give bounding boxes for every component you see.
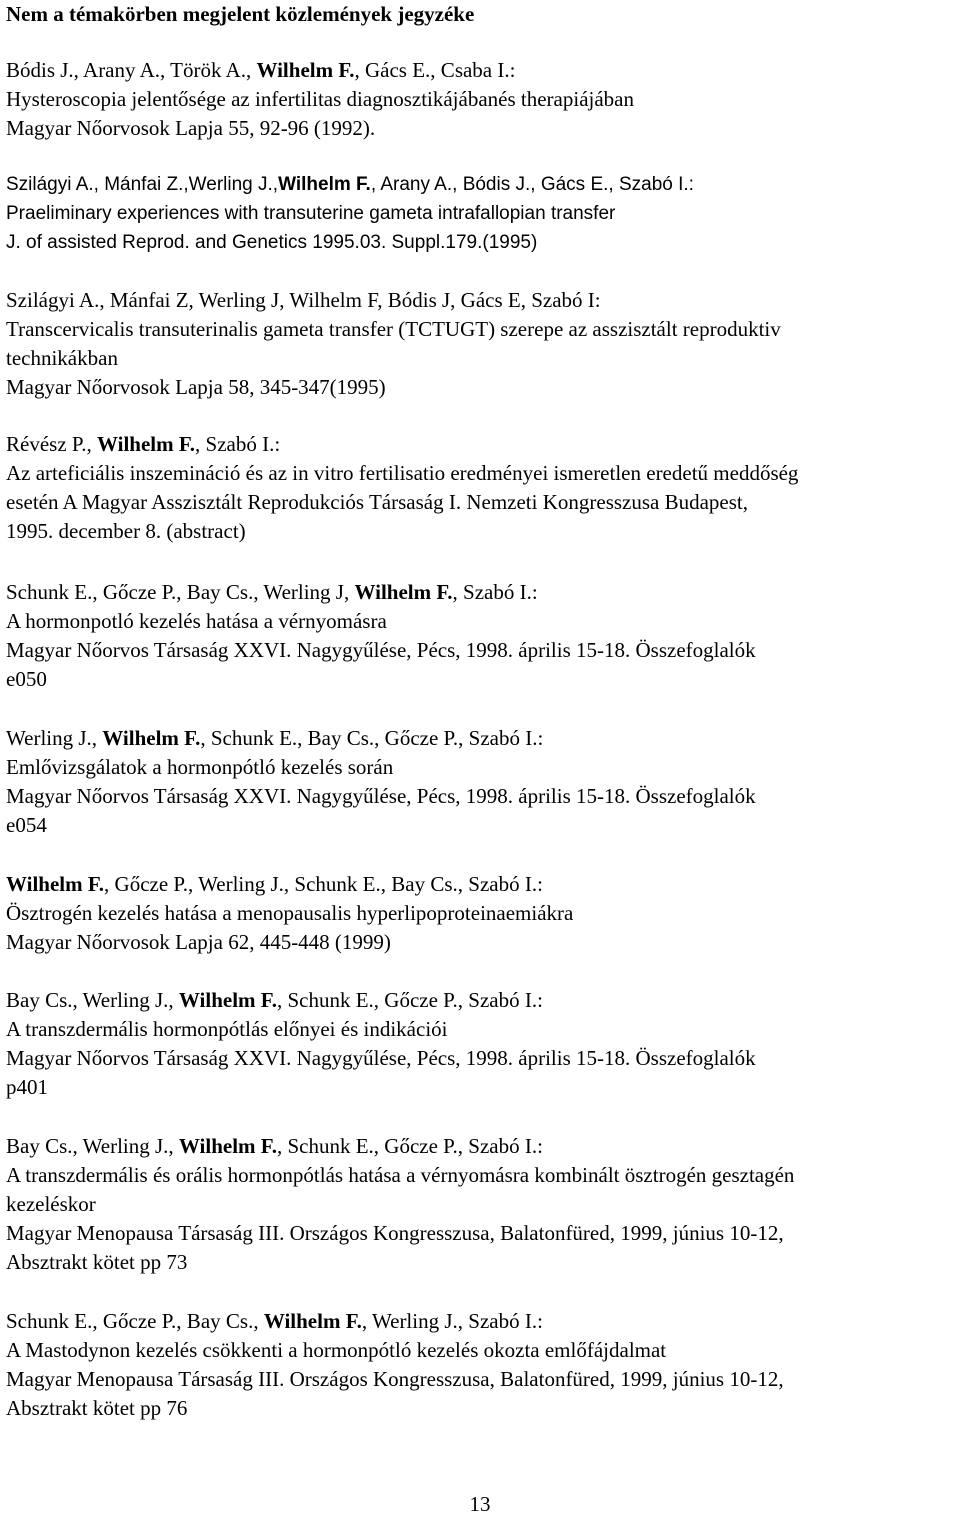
entry-source: Absztrakt kötet pp 73 xyxy=(6,1250,188,1274)
entry-authors xyxy=(6,56,515,84)
entry-authors xyxy=(6,1132,543,1160)
entry-authors xyxy=(6,986,543,1014)
entry-title: A transzdermális és orális hormonpótlás hatása a vérnyomásra kombinált ösztrogén gesztagén xyxy=(6,1163,795,1187)
author-text: Bay Cs., Werling J., xyxy=(6,1134,179,1158)
page-title: Nem a témakörben megjelent közlemények jegyzéke xyxy=(6,2,475,26)
entry-authors xyxy=(6,171,694,199)
entry-title: Transcervicalis transuterinalis gameta transfer (TCTUGT) szerepe az asszisztált reproduktiv xyxy=(6,317,781,341)
author-text: , Schunk E., Gőcze P., Szabó I.: xyxy=(276,988,543,1012)
author-highlight: Wilhelm F. xyxy=(97,432,196,456)
author-text: Schunk E., Gőcze P., Bay Cs., Werling J, xyxy=(6,580,355,604)
entry-title: A hormonpotló kezelés hatása a vérnyomásra xyxy=(6,609,387,633)
author-text: , Werling J., Szabó I.: xyxy=(361,1309,543,1333)
entry-source: Absztrakt kötet pp 76 xyxy=(6,1396,188,1420)
author-text: Szilágyi A., Mánfai Z, Werling J, Wilhelm F, Bódis J, Gács E, Szabó I: xyxy=(6,288,601,312)
entry-title: Emlővizsgálatok a hormonpótló kezelés során xyxy=(6,755,394,779)
entry-authors xyxy=(6,286,601,314)
author-text: , Gács E., Csaba I.: xyxy=(354,58,516,82)
entry-title: A transzdermális hormonpótlás előnyei és indikációi xyxy=(6,1017,448,1041)
author-text: , Schunk E., Gőcze P., Szabó I.: xyxy=(276,1134,543,1158)
entry-source: Magyar Nőorvos Társaság XXVI. Nagygyűlése, Pécs, 1998. április 15-18. Összefoglalók xyxy=(6,638,756,662)
author-highlight: Wilhelm F. xyxy=(354,580,453,604)
entry-source: Magyar Nőorvosok Lapja 58, 345-347(1995) xyxy=(6,375,386,399)
entry-source: Magyar Nőorvosok Lapja 62, 445-448 (1999) xyxy=(6,930,391,954)
entry-title: Praeliminary experiences with transuterine gameta intrafallopian transfer xyxy=(6,203,616,224)
entry-authors xyxy=(6,870,543,898)
entry-authors xyxy=(6,1307,543,1335)
entry-source: technikákban xyxy=(6,346,118,370)
author-highlight: Wilhelm F. xyxy=(278,174,371,195)
page-number: 13 xyxy=(469,1492,491,1516)
author-text: , Gőcze P., Werling J., Schunk E., Bay Cs., Szabó I.: xyxy=(104,872,543,896)
entry-source: Magyar Menopausa Társaság III. Országos Kongresszusa, Balatonfüred, 1999, június 10-12, xyxy=(6,1221,784,1245)
author-text: Bódis J., Arany A., Török A., xyxy=(6,58,257,82)
entry-source: p401 xyxy=(6,1075,48,1099)
entry-source: e054 xyxy=(6,813,47,837)
author-highlight: Wilhelm F. xyxy=(178,988,277,1012)
entry-source: Magyar Nőorvosok Lapja 55, 92-96 (1992). xyxy=(6,116,376,140)
author-highlight: Wilhelm F. xyxy=(178,1134,277,1158)
author-text: Bay Cs., Werling J., xyxy=(6,988,179,1012)
author-text: Révész P., xyxy=(6,432,97,456)
author-text: Szilágyi A., Mánfai Z.,Werling J., xyxy=(6,174,279,195)
author-text: , Szabó I.: xyxy=(452,580,538,604)
entry-source: Magyar Menopausa Társaság III. Országos Kongresszusa, Balatonfüred, 1999, június 10-12, xyxy=(6,1367,784,1391)
entry-source: J. of assisted Reprod. and Genetics 1995.03. Suppl.179.(1995) xyxy=(6,232,538,253)
author-text: , Arany A., Bódis J., Gács E., Szabó I.: xyxy=(370,174,694,195)
author-highlight: Wilhelm F. xyxy=(6,872,105,896)
author-highlight: Wilhelm F. xyxy=(256,58,355,82)
entry-title: Hysteroscopia jelentősége az infertilitas diagnosztikájábanés therapiájában xyxy=(6,87,635,111)
entry-source: e050 xyxy=(6,667,47,691)
entry-authors xyxy=(6,724,543,752)
entry-title: Ösztrogén kezelés hatása a menopausalis hyperlipoproteinaemiákra xyxy=(6,901,574,925)
entry-authors xyxy=(6,430,280,458)
entry-source: kezeléskor xyxy=(6,1192,96,1216)
author-text: Werling J., xyxy=(6,726,103,750)
entry-source: Magyar Nőorvos Társaság XXVI. Nagygyűlése, Pécs, 1998. április 15-18. Összefoglalók xyxy=(6,784,756,808)
author-text: Schunk E., Gőcze P., Bay Cs., xyxy=(6,1309,264,1333)
author-highlight: Wilhelm F. xyxy=(102,726,201,750)
entry-source: esetén A Magyar Asszisztált Reprodukciós Társaság I. Nemzeti Kongresszusa Budapest, xyxy=(6,490,749,514)
entry-title: A Mastodynon kezelés csökkenti a hormonpótló kezelés okozta emlőfájdalmat xyxy=(6,1338,667,1362)
author-highlight: Wilhelm F. xyxy=(263,1309,362,1333)
entry-source: Magyar Nőorvos Társaság XXVI. Nagygyűlése, Pécs, 1998. április 15-18. Összefoglalók xyxy=(6,1046,756,1070)
entry-title: Az arteficiális inszemináció és az in vitro fertilisatio eredményei ismeretlen eredetű meddőség xyxy=(6,461,799,485)
entry-authors xyxy=(6,578,538,606)
author-text: , Szabó I.: xyxy=(195,432,281,456)
entry-source: 1995. december 8. (abstract) xyxy=(6,519,246,543)
author-text: , Schunk E., Bay Cs., Gőcze P., Szabó I.: xyxy=(200,726,544,750)
